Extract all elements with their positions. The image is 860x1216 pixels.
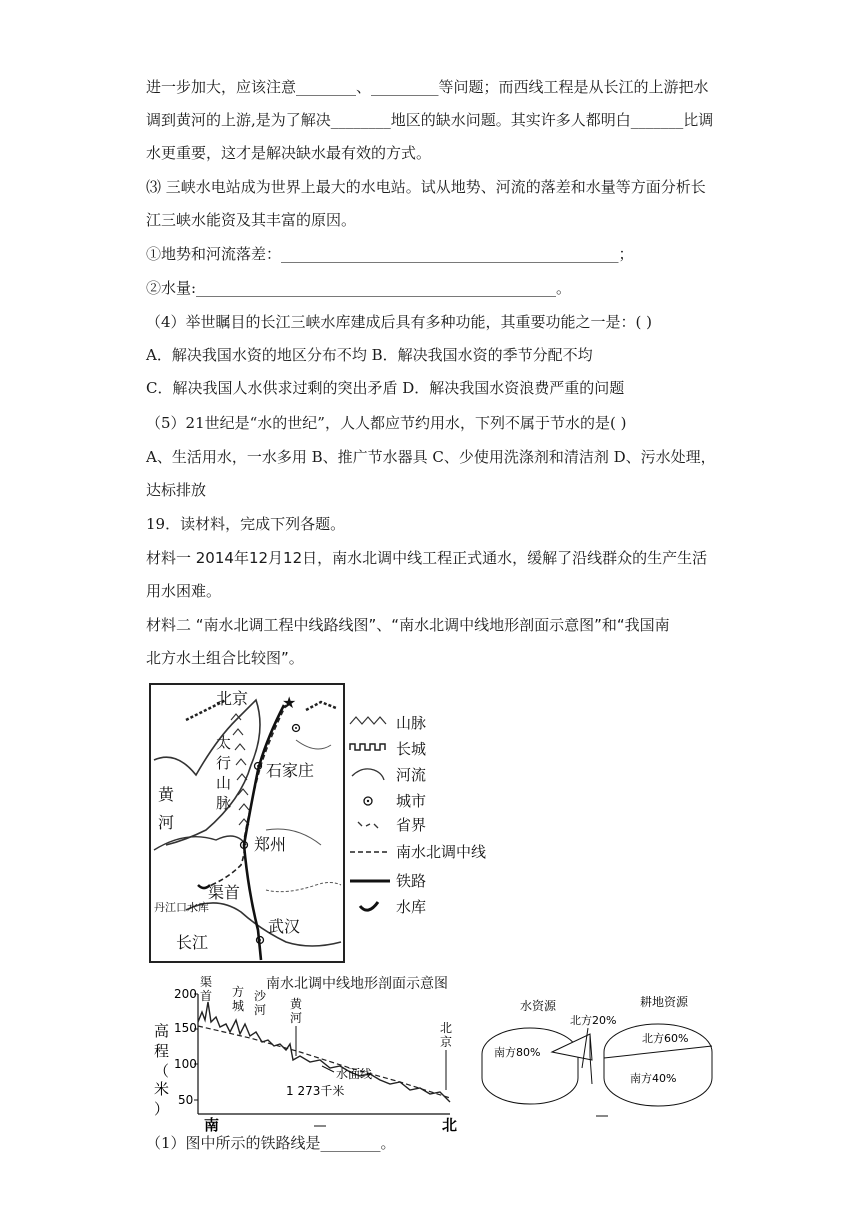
- text-line: 北方水土组合比较图”。: [146, 649, 304, 667]
- legend-label-border: 省界: [396, 816, 427, 834]
- map-label-beijing: 北京: [216, 689, 249, 708]
- map-label-wuhan: 武汉: [268, 917, 301, 936]
- pie-water-title: 水资源: [520, 999, 557, 1013]
- place-fangcheng-1: 方: [232, 985, 245, 999]
- map-label-taihang-1: 太: [216, 734, 232, 752]
- legend-label-railway: 铁路: [396, 872, 427, 890]
- map-label-shijiazhuang: 石家庄: [266, 761, 315, 780]
- terrain-profile: [150, 972, 470, 1132]
- map-label-changjiang: 长江: [176, 933, 209, 952]
- text-line: C．解决我国人水供求过剩的突出矛盾 D．解决我国水资浪费严重的问题: [146, 379, 625, 397]
- pie-land-south-label: 南方40%: [630, 1072, 677, 1085]
- text-line: ⑶ 三峡水电站成为世界上最大的水电站。试从地势、河流的落差和水量等方面分析长: [146, 178, 706, 196]
- text-line: （5）21世纪是“水的世纪”，人人都应节约用水，下列不属于节水的是( ): [146, 414, 627, 432]
- place-huanghe-2: 河: [290, 1011, 303, 1025]
- ytick-200: 200: [174, 987, 197, 1001]
- profile-ylabel-5: ）: [154, 1100, 170, 1118]
- map-label-taihang-4: 脉: [216, 794, 232, 812]
- text-line: 水更重要，这才是解决缺水最有效的方式。: [146, 144, 432, 162]
- route-map: [146, 680, 486, 970]
- pie-land-north-label: 北方60%: [642, 1032, 689, 1045]
- pie-water-north-label: 北方20%: [570, 1014, 617, 1027]
- water-line-label: 水面线: [336, 1067, 373, 1081]
- text-line: 进一步加大，应该注意________、_________等问题；而西线工程是从长江的上游把水: [146, 78, 709, 96]
- legend-mountain-icon: [350, 717, 386, 724]
- south-label: 南: [204, 1116, 220, 1132]
- legend-reservoir-icon: [360, 902, 378, 910]
- text-line: 用水困难。: [146, 582, 222, 600]
- profile-ylabel-1: 高: [154, 1022, 170, 1040]
- profile-ylabel-2: 程: [154, 1042, 170, 1060]
- svg-text:★: ★: [282, 693, 297, 712]
- map-label-danjiangkou: 丹江口水库: [154, 901, 209, 914]
- text-line: 调到黄河的上游,是为了解决________地区的缺水问题。其实许多人都明白_______比调: [146, 111, 714, 129]
- legend-label-mountain: 山脉: [396, 714, 427, 732]
- north-label: 北: [442, 1116, 458, 1132]
- legend-border-icon: [358, 822, 378, 828]
- legend-river-icon: [352, 769, 384, 780]
- text-line: （4）举世瞩目的长江三峡水库建成后具有多种功能，其重要功能之一是：( ): [146, 313, 653, 331]
- map-label-huanghe-1: 黄: [158, 785, 175, 804]
- text-line: ②水量:________________________________________________。: [146, 279, 572, 297]
- place-qushou-2: 首: [200, 989, 213, 1003]
- distance-label: 1 273千米: [286, 1084, 345, 1098]
- legend-wall-icon: [350, 744, 385, 750]
- text-line: 材料一 2014年12月12日，南水北调中线工程正式通水，缓解了沿线群众的生产生活: [146, 549, 708, 567]
- pie-water-south-label: 南方80%: [494, 1046, 541, 1059]
- legend-label-city: 城市: [396, 792, 427, 810]
- profile-ylabel-4: 米: [154, 1080, 170, 1098]
- text-line: 材料二 “南水北调工程中线路线图”、“南水北调中线地形剖面示意图”和“我国南: [146, 616, 670, 634]
- place-shahe-2: 河: [254, 1003, 267, 1017]
- profile-ylabel-3: （: [154, 1062, 170, 1080]
- ytick-100: 100: [174, 1057, 197, 1071]
- place-qushou-1: 渠: [200, 975, 213, 989]
- place-beijing-2: 京: [440, 1035, 453, 1049]
- map-label-huanghe-2: 河: [158, 813, 175, 832]
- place-huanghe-1: 黄: [290, 997, 303, 1011]
- profile-title: 南水北调中线地形剖面示意图: [266, 976, 448, 992]
- text-line: ①地势和河流落差：_____________________________________________；: [146, 245, 634, 263]
- text-line: A、生活用水，一水多用 B、推广节水器具 C、少使用洗涤剂和清洁剂 D、污水处理，: [146, 448, 716, 466]
- map-label-taihang-2: 行: [216, 754, 232, 772]
- map-label-zhengzhou: 郑州: [254, 835, 287, 854]
- legend-label-route: 南水北调中线: [396, 843, 486, 861]
- text-line: 达标排放: [146, 481, 207, 499]
- legend-label-reservoir: 水库: [396, 898, 427, 916]
- map-label-taihang-3: 山: [216, 774, 232, 792]
- map-label-qushou: 渠首: [208, 883, 241, 902]
- water-land-pies: [478, 996, 728, 1122]
- place-beijing-1: 北: [440, 1021, 453, 1035]
- question-1: （1）图中所示的铁路线是________。: [146, 1134, 396, 1152]
- ytick-50: 50: [178, 1093, 194, 1107]
- text-line: 江三峡水能资及其丰富的原因。: [146, 211, 357, 229]
- legend-label-river: 河流: [396, 766, 427, 784]
- pie-land-title: 耕地资源: [640, 996, 689, 1009]
- legend-label-wall: 长城: [396, 740, 427, 758]
- place-fangcheng-2: 城: [232, 999, 245, 1013]
- text-line: A．解决我国水资的地区分布不均 B．解决我国水资的季节分配不均: [146, 346, 593, 364]
- place-shahe-1: 沙: [254, 989, 267, 1003]
- text-line: 19．读材料，完成下列各题。: [146, 515, 346, 533]
- ytick-150: 150: [174, 1021, 197, 1035]
- map-legend: [350, 714, 486, 916]
